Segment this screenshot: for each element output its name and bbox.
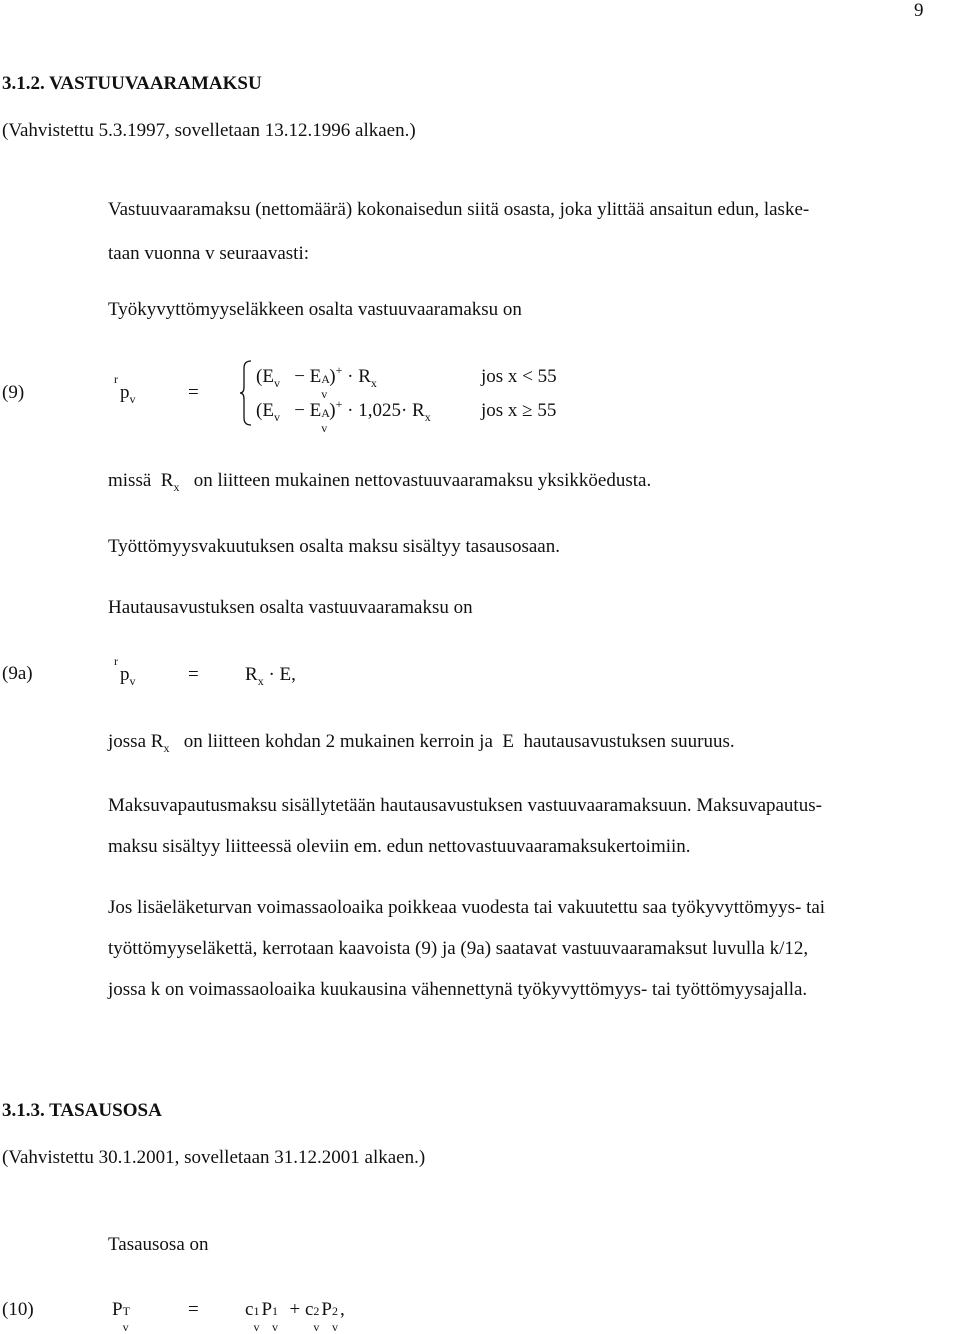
page-number: 9	[914, 0, 924, 21]
intro-line: taan vuonna v seuraavasti:	[108, 243, 310, 264]
lhs-symbol: $p_v$	[120, 664, 136, 688]
condition-1: jos x < 55	[481, 366, 557, 387]
definition-line: missä $R_x$ on liitteen mukainen nettovastuuvaaramaksu yksikköedusta.	[108, 470, 652, 494]
condition-2: jos x ≥ 55	[481, 400, 557, 421]
section-subheading: (Vahvistettu 5.3.1997, sovelletaan 13.12.1996 alkaen.)	[2, 120, 416, 141]
definition-line: jossa $R_x$ on liitteen kohdan 2 mukainen kerroin ja E hautausavustuksen suuruus.	[108, 731, 735, 755]
lhs-symbol: $p_v$	[120, 382, 136, 406]
lhs-symbol: P T v	[112, 1299, 130, 1334]
equation-case-2: ($E_v$ − E A v )$^+ \cdot 1,025\cdot R_x$	[256, 397, 431, 435]
equation-number: (10)	[2, 1299, 34, 1320]
unemployment-line: Työttömyysvakuutuksen osalta maksu sisältyy tasausosaan.	[108, 536, 560, 557]
equation-rhs: $R_x \cdot E$,	[245, 664, 296, 688]
section-heading: 3.1.3. TASAUSOSA	[2, 1100, 162, 1121]
funeral-line: Hautausavustuksen osalta vastuuvaaramaksu on	[108, 597, 473, 618]
equals-sign: =	[188, 382, 199, 403]
equation-case-1: ($E_v$ − E A v )$^+ \cdot R_x$	[256, 363, 377, 401]
intro-line: Tasausosa on	[108, 1234, 209, 1255]
intro-line: Vastuuvaaramaksu (nettomäärä) kokonaisedun siitä osasta, joka ylittää ansaitun edun, laske-	[108, 199, 810, 220]
paragraph-line: jossa k on voimassaoloaika kuukausina vähennettynä työkyvyttömyys- tai työttömyysajalla.	[108, 979, 808, 1000]
left-brace	[240, 360, 252, 426]
equation-number: (9)	[2, 382, 25, 403]
section-subheading: (Vahvistettu 30.1.2001, sovelletaan 31.12.2001 alkaen.)	[2, 1147, 426, 1168]
lhs-superscript: r	[114, 654, 118, 668]
equation-rhs: c 1 v P 1 v + c 2 v P 2 v ,	[245, 1299, 345, 1334]
disability-line: Työkyvyttömyyseläkkeen osalta vastuuvaaramaksu on	[108, 299, 522, 320]
paragraph-line: Maksuvapautusmaksu sisällytetään hautausavustuksen vastuuvaaramaksuun. Maksuvapautus-	[108, 795, 822, 816]
equation-number: (9a)	[2, 663, 33, 684]
lhs-superscript: r	[114, 372, 118, 386]
paragraph-line: työttömyyseläkettä, kerrotaan kaavoista (9) ja (9a) saatavat vastuuvaaramaksut luvulla k/12,	[108, 938, 809, 959]
paragraph-line: maksu sisältyy liitteessä oleviin em. edun nettovastuuvaaramaksukertoimiin.	[108, 836, 691, 857]
equals-sign: =	[188, 1299, 199, 1320]
paragraph-line: Jos lisäeläketurvan voimassaoloaika poikkeaa vuodesta tai vakuutettu saa työkyvyttömyys- tai	[108, 897, 826, 918]
section-heading: 3.1.2. VASTUUVAARAMAKSU	[2, 73, 262, 94]
equals-sign: =	[188, 664, 199, 685]
